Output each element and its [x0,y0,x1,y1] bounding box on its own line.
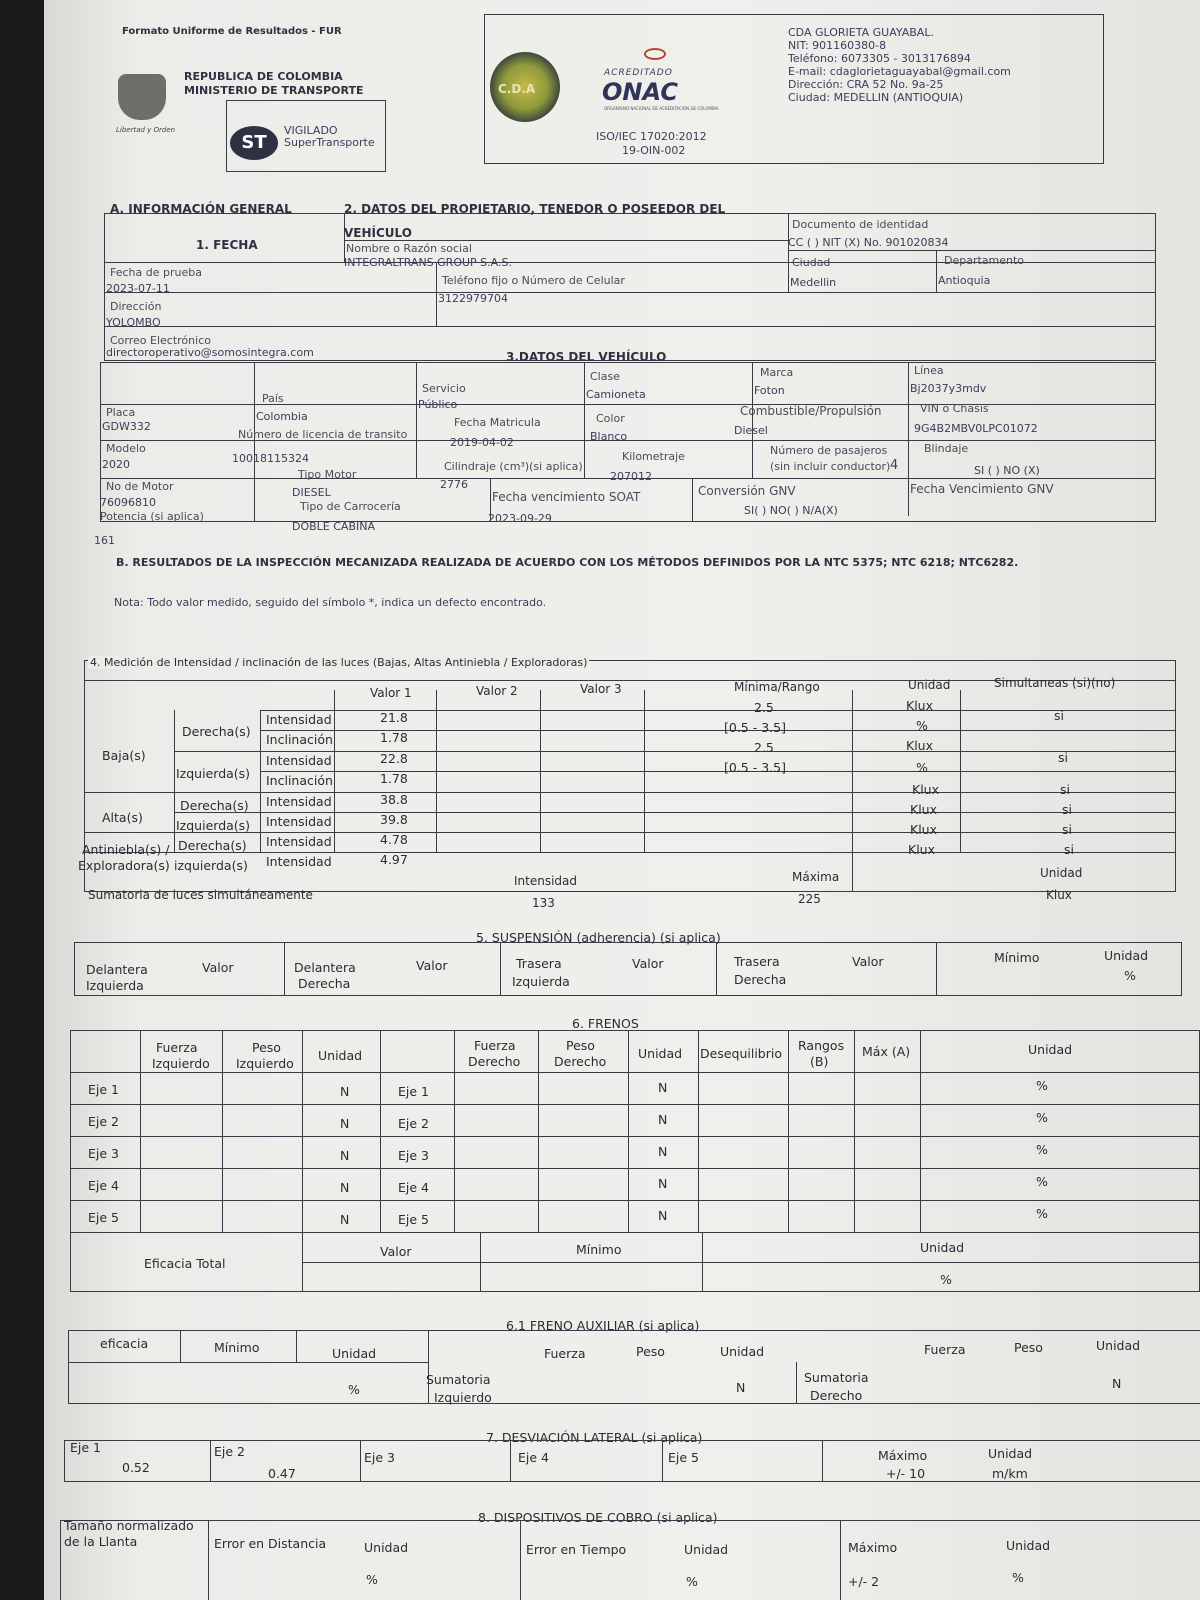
susp-unit: % [1124,968,1136,983]
row7-unidad: Klux [910,822,937,837]
cilindraje-value: 2776 [440,478,468,491]
header-minima-rango: Mínima/Rango [734,680,820,694]
alta-label: Alta(s) [102,810,143,825]
row1-minimo: 2.5 [754,700,774,715]
cobro-unidad-2: Unidad [684,1542,729,1557]
acreditado-label: ACREDITADO [604,68,673,78]
pais-value: Colombia [256,410,308,423]
combustible-value: Diesel [734,424,768,437]
cobro-max-label: Máximo [848,1540,898,1555]
departamento-label: Departamento [944,254,1025,267]
eje5-izq: Eje 5 [88,1210,119,1225]
cobro-unit-pct-2: % [686,1574,698,1589]
row7-valor1: 4.78 [380,832,408,847]
lateral-unit-label: Unidad [988,1446,1033,1461]
susp-delantera-izq-1: Delantera [86,962,148,977]
sumatoria-maxima-label: Máxima [792,870,840,884]
blindaje-label: Blindaje [924,442,969,455]
cobro-error-tiempo: Error en Tiempo [526,1542,627,1557]
aux-unit-pct: % [348,1382,360,1397]
eje5-unit-n: N [340,1212,350,1227]
susp-valor-3: Valor [632,956,664,971]
header-unidad: Unidad [908,678,951,692]
sumatoria-label: Sumatoria de luces simultáneamente [88,888,313,902]
row4-type: Inclinación [266,773,333,788]
cda-phone: Teléfono: 6073305 - 3013176894 [788,52,971,65]
cobro-unit-pct-3: % [1012,1570,1024,1585]
baja-derecha-label: Derecha(s) [182,724,251,739]
eje4-der: Eje 4 [398,1180,429,1195]
cda-city: Ciudad: MEDELLIN (ANTIOQUIA) [788,91,964,104]
direccion-label: Dirección [110,300,162,313]
eje3-der: Eje 3 [398,1148,429,1163]
aux-peso-label: Peso [636,1344,665,1359]
modelo-label: Modelo [106,442,146,455]
suspension-title: 5. SUSPENSIÓN (adherencia) (si aplica) [476,930,721,945]
lateral-eje3-label: Eje 3 [364,1450,395,1465]
ciudad-value: Medellin [790,276,837,289]
h-fuerza-izq-2: Izquierdo [152,1056,210,1071]
row2-type: Inclinación [266,732,333,747]
h-desequilibrio: Desequilibrio [700,1046,782,1061]
eje2-unit-n-der: N [658,1112,668,1127]
sumatoria-unidad-label: Unidad [1040,866,1083,880]
h-unidad-der: Unidad [638,1046,683,1061]
h-fuerza-der-1: Fuerza [474,1038,516,1053]
aux-peso-label-2: Peso [1014,1340,1043,1355]
susp-delantera-der-1: Delantera [294,960,356,975]
cda-seal-text: C.D.A [498,82,536,96]
blindaje-value: SI ( ) NO (X) [974,464,1040,477]
lateral-max-label: Máximo [878,1448,928,1463]
eje1-unit-n: N [340,1084,350,1099]
cobro-unit-pct-1: % [366,1572,378,1587]
aux-sumatoria-der-2: Derecho [810,1388,863,1403]
row8-valor1: 4.97 [380,852,408,867]
gnv-label: Conversión GNV [698,484,796,498]
soat-label: Fecha vencimiento SOAT [492,490,641,504]
antiniebla-izquierda-simultanea: si [1064,842,1074,857]
kilometraje-label: Kilometraje [622,450,685,463]
correo-value: directoroperativo@somosintegra.com [106,346,314,359]
h-rangos-1: Rangos [798,1038,845,1053]
eficacia-minimo-label: Mínimo [576,1242,622,1257]
lateral-eje1-value: 0.52 [122,1460,150,1475]
marca-label: Marca [760,366,794,379]
combustible-label: Combustible/Propulsión [740,404,882,418]
eje4-unit-n-der: N [658,1176,668,1191]
results-title: B. RESULTADOS DE LA INSPECCIÓN MECANIZADA REALIZADA DE ACUERDO CON LOS MÉTODOS DEFINIDOS POR LA NTC 5375; NTC 6218; NTC6282. [116,556,1019,569]
placa-value: GDW332 [102,420,151,433]
iso-code: 19-OIN-002 [622,144,686,157]
eje4-pct: % [1036,1174,1048,1189]
pasajeros-label: Número de pasajeros [770,444,888,457]
h-rangos-2: (B) [810,1054,829,1069]
cobro-max-value: +/- 2 [848,1574,880,1589]
telefono-value: 3122979704 [438,292,508,305]
potencia-label: Potencia (si aplica) [100,510,204,523]
eje1-unit-n-der: N [658,1080,668,1095]
susp-valor-2: Valor [416,958,448,973]
row2-minimo: [0.5 - 3.5] [724,720,786,735]
h-fuerza-izq-1: Fuerza [156,1040,198,1055]
susp-trasera-der-2: Derecha [734,972,787,987]
ciudad-label: Ciudad [792,256,831,269]
telefono-label: Teléfono fijo o Número de Celular [442,274,625,287]
color-value: Blanco [590,430,628,443]
lateral-eje1-label: Eje 1 [70,1440,101,1455]
row3-unidad: Klux [906,738,933,753]
sumatoria-maxima-value: 225 [798,892,821,906]
susp-unidad: Unidad [1104,948,1149,963]
alta-derecha-simultanea: si [1060,782,1070,797]
row5-valor1: 38.8 [380,792,408,807]
onac-logo: ONAC [602,78,678,106]
aux-sumatoria-izq-1: Sumatoria [426,1372,491,1387]
licencia-label: Número de licencia de transito [238,428,408,441]
lateral-eje2-value: 0.47 [268,1466,296,1481]
carroceria-value: DOBLE CABINA [292,520,375,533]
cobro-title: 8. DISPOSITIVOS DE COBRO (si aplica) [478,1510,718,1525]
cobro-error-distancia: Error en Distancia [214,1536,327,1551]
header-valor-3: Valor 3 [580,682,622,696]
gnv-value: SI( ) NO( ) N/A(X) [744,504,838,517]
lights-title: 4. Medición de Intensidad / inclinación de las luces (Bajas, Altas Antiniebla / Exploradoras) [90,656,588,669]
eje2-der: Eje 2 [398,1116,429,1131]
susp-minimo: Mínimo [994,950,1040,965]
fecha-prueba-label: Fecha de prueba [110,266,202,279]
baja-izquierda-simultanea: si [1058,750,1068,765]
row5-unidad: Klux [912,782,939,797]
correo-label: Correo Electrónico [110,334,211,347]
placa-label: Placa [106,406,136,419]
susp-valor-1: Valor [202,960,234,975]
lateral-eje4-label: Eje 4 [518,1450,549,1465]
eje1-pct: % [1036,1078,1048,1093]
row3-minimo: 2.5 [754,740,774,755]
eje3-pct: % [1036,1142,1048,1157]
iso-label: ISO/IEC 17020:2012 [596,130,707,143]
h-unidad-final: Unidad [1028,1042,1073,1057]
h-max-a: Máx (A) [862,1044,911,1059]
aux-unidad-label-2: Unidad [720,1344,765,1359]
row6-type: Intensidad [266,814,332,829]
cobro-table [60,1520,1200,1600]
departamento-value: Antioquia [938,274,991,287]
nombre-value: INTEGRALTRANS GROUP S.A.S. [344,256,512,269]
antiniebla-derecha-simultanea: si [1062,822,1072,837]
eje3-unit-n: N [340,1148,350,1163]
soat-value: 2023-09-29 [488,512,552,525]
vigilado-label: VIGILADO [284,124,338,137]
eficacia-unidad-label: Unidad [920,1240,965,1255]
aux-fuerza-label: Fuerza [544,1346,586,1361]
carroceria-label: Tipo de Carrocería [300,500,401,513]
cda-nit: NIT: 901160380-8 [788,39,887,52]
lateral-unit-value: m/km [992,1466,1028,1481]
motto: Libertad y Orden [116,126,176,134]
cda-address: Dirección: CRA 52 No. 9a-25 [788,78,944,91]
direccion-value: YOLOMBO [106,316,161,329]
row2-unidad: % [916,718,928,733]
potencia-value: 161 [94,534,115,547]
tipo-motor-value: DIESEL [292,486,331,499]
sumatoria-unidad-value: Klux [1046,888,1072,902]
header-valor-2: Valor 2 [476,684,518,698]
h-peso-der-2: Derecho [554,1054,607,1069]
sumatoria-intensidad-value: 133 [532,896,555,910]
row3-valor1: 22.8 [380,751,408,766]
aux-eficacia-label: eficacia [100,1336,149,1351]
eje3-izq: Eje 3 [88,1146,119,1161]
eje1-der: Eje 1 [398,1084,429,1099]
lateral-eje2-label: Eje 2 [214,1444,245,1459]
baja-derecha-simultanea: si [1054,708,1064,723]
aux-unit-n-der: N [1112,1376,1122,1391]
lateral-eje5-label: Eje 5 [668,1450,699,1465]
eje5-pct: % [1036,1206,1048,1221]
h-peso-izq-1: Peso [252,1040,281,1055]
republic-label: REPUBLICA DE COLOMBIA [184,70,343,83]
row1-valor1: 21.8 [380,710,408,725]
row6-unidad: Klux [910,802,937,817]
vehicle-title: 3.DATOS DEL VEHÍCULO [506,350,667,364]
cilindraje-label: Cilindraje (cm³)(si aplica) [444,460,583,473]
clase-value: Camioneta [586,388,646,401]
header-simultaneas: Simultaneas (si)(no) [994,676,1116,690]
eje2-unit-n: N [340,1116,350,1131]
eje2-izq: Eje 2 [88,1114,119,1129]
row4-minimo: [0.5 - 3.5] [724,760,786,775]
supertransporte-label: SuperTransporte [284,136,375,149]
modelo-value: 2020 [102,458,130,471]
eficacia-valor-label: Valor [380,1244,412,1259]
row2-valor1: 1.78 [380,730,408,745]
eficacia-total-label: Eficacia Total [144,1256,226,1271]
h-fuerza-der-2: Derecho [468,1054,521,1069]
h-peso-der-1: Peso [566,1038,595,1053]
cda-contact-block [788,26,1011,104]
fecha-title: 1. FECHA [196,238,258,252]
susp-delantera-izq-2: Izquierda [86,978,144,993]
cobro-unidad-1: Unidad [364,1540,409,1555]
eficacia-unit: % [940,1272,952,1287]
header-valor-1: Valor 1 [370,686,412,700]
alta-derecha-label: Derecha(s) [180,798,249,813]
nombre-label: Nombre o Razón social [346,242,472,255]
pasajeros-label-2: (sin incluir conductor) [770,460,891,473]
eje5-unit-n-der: N [658,1208,668,1223]
h-peso-izq-2: Izquierdo [236,1056,294,1071]
eje1-izq: Eje 1 [88,1082,119,1097]
linea-value: Bj2037y3mdv [910,382,987,395]
general-info-title: A. INFORMACIÓN GENERAL [110,202,292,216]
eje4-izq: Eje 4 [88,1178,119,1193]
susp-delantera-der-2: Derecha [298,976,351,991]
aux-unidad-label: Unidad [332,1346,377,1361]
colombia-coat-of-arms-icon [118,74,166,120]
eje5-der: Eje 5 [398,1212,429,1227]
pasajeros-value: 4 [890,458,899,473]
aux-unit-n-izq: N [736,1380,746,1395]
marca-value: Foton [754,384,785,397]
eje3-unit-n-der: N [658,1144,668,1159]
baja-label: Baja(s) [102,748,146,763]
aux-fuerza-label-2: Fuerza [924,1342,966,1357]
documento-label: Documento de identidad [792,218,929,231]
servicio-value: Público [418,398,458,411]
row6-valor1: 39.8 [380,812,408,827]
alta-izquierda-simultanea: si [1062,802,1072,817]
row3-type: Intensidad [266,753,332,768]
row5-type: Intensidad [266,794,332,809]
lateral-title: 7. DESVIACIÓN LATERAL (si aplica) [486,1430,703,1445]
eje4-unit-n: N [340,1180,350,1195]
documento-value: CC ( ) NIT (X) No. 901020834 [788,236,949,249]
kilometraje-value: 207012 [610,470,652,483]
licencia-value: 10018115324 [232,452,309,465]
aux-minimo-label: Mínimo [214,1340,260,1355]
results-note: Nota: Todo valor medido, seguido del símbolo *, indica un defecto encontrado. [114,596,547,609]
owner-title-2: VEHÍCULO [344,226,412,240]
eje2-pct: % [1036,1110,1048,1125]
cobro-llanta-2: de la Llanta [64,1534,138,1549]
ministry-label: MINISTERIO DE TRANSPORTE [184,84,364,97]
aux-sumatoria-der-1: Sumatoria [804,1370,869,1385]
row4-valor1: 1.78 [380,771,408,786]
aux-brake-title: 6.1 FRENO AUXILIAR (si aplica) [506,1318,700,1333]
document-sheet [44,0,1200,1600]
fecha-prueba-value: 2023-07-11 [106,282,170,295]
cobro-llanta-1: Tamaño normalizado [64,1518,194,1533]
color-label: Color [596,412,625,425]
alta-izquierda-label: Izquierda(s) [176,818,251,833]
servicio-label: Servicio [422,382,466,395]
susp-trasera-izq-1: Trasera [516,956,562,971]
clase-label: Clase [590,370,620,383]
row8-unidad: Klux [908,842,935,857]
matricula-label: Fecha Matricula [454,416,541,429]
tipo-motor-label: Tipo Motor [298,468,357,481]
general-info-box [104,213,1156,361]
cda-name: CDA GLORIETA GUAYABAL. [788,26,934,39]
aux-unidad-label-3: Unidad [1096,1338,1141,1353]
row8-type: Intensidad [266,854,332,869]
antiniebla-label: Antiniebla(s) / [82,842,170,857]
antiniebla-derecha-label: Derecha(s) [178,838,247,853]
cobro-unidad-3: Unidad [1006,1538,1051,1553]
st-logo: ST [230,126,278,160]
exploradora-label: Exploradora(s) [78,858,170,873]
brakes-title: 6. FRENOS [572,1016,639,1031]
pais-label: País [262,392,284,405]
matricula-value: 2019-04-02 [450,436,514,449]
antiniebla-izquierda-label: izquierda(s) [174,858,248,873]
susp-trasera-izq-2: Izquierda [512,974,570,989]
gnv-vencimiento-label: Fecha Vencimiento GNV [910,482,1054,496]
h-unidad-izq: Unidad [318,1048,363,1063]
row1-type: Intensidad [266,712,332,727]
susp-valor-4: Valor [852,954,884,969]
form-title: Formato Uniforme de Resultados - FUR [122,26,342,37]
vin-label: VIN o Chasis [920,402,989,415]
susp-trasera-der-1: Trasera [734,954,780,969]
cda-email: E-mail: cdaglorietaguayabal@gmail.com [788,65,1011,78]
onac-swirl-icon [644,48,666,60]
sumatoria-intensidad-label: Intensidad [514,874,578,888]
linea-label: Línea [914,364,944,377]
onac-subtitle: ORGANISMO NACIONAL DE ACREDITACIÓN DE COLOMBIA [604,106,719,111]
lateral-max-value: +/- 10 [886,1466,926,1481]
motor-label: No de Motor [106,480,174,493]
row7-type: Intensidad [266,834,332,849]
row4-unidad: % [916,760,928,775]
vin-value: 9G4B2MBV0LPC01072 [914,422,1038,435]
baja-izquierda-label: Izquierda(s) [176,766,251,781]
aux-sumatoria-izq-2: Izquierdo [434,1390,492,1405]
motor-value: 76096810 [100,496,156,509]
owner-title: 2. DATOS DEL PROPIETARIO, TENEDOR O POSEEDOR DEL [344,202,726,216]
row1-unidad: Klux [906,698,933,713]
